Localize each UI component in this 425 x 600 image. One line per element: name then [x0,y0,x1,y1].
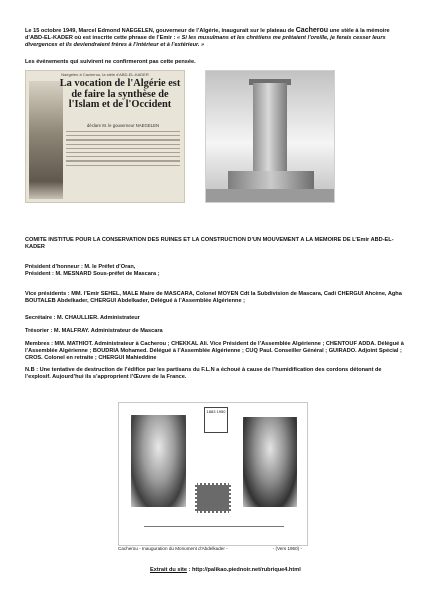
nb-paragraph: N.B : Une tentative de destruction de l’édifice par les partisans du F.L.N a échoué à cause de l’humidification des cordons détonant de l’explosif. Aujourd’hui ils s’approprient l’Œuvre de la France. [25,367,382,381]
clipping-author: déclare M. le gouverneur NAEGELEN [86,123,160,128]
handwritten-inscription [144,518,284,527]
secretaire-line: Secrétaire : M. CHAULLIER. Administrateur [25,315,140,321]
newspaper-clipping [25,70,185,203]
clipping-body-lines [66,131,180,169]
caption-right: - (Vers 1950) - [272,546,302,551]
commemorative-card [118,402,308,546]
monument-photo [205,70,335,203]
source-link[interactable]: : http://palikao.piednoir.net/rubrique4.html [187,567,301,573]
general-portrait [243,417,297,507]
intro-quote: « Si les musulmans et les chrétiens me prêtaient l’oreille, je ferais cesser leurs divergences et ils deviendraient frères à l’intérieur et à l’extérieur. » [25,35,386,49]
president-line: Président : M. MESNARD Sous-préfet de Mascara ; [25,271,160,278]
intro-place: Cacherou [295,27,329,34]
source-label: Extrait du site [150,567,187,573]
monument-base [228,171,314,189]
clipping-header: Naegelen à Cacherou, la stèle d'ABD-EL-KADER [61,72,149,77]
emir-portrait [131,415,186,507]
follow-paragraph: Les événements qui suivirent ne confirmeront pas cette pensée. [25,59,196,65]
intro-mid: une stèle à la mémoire d’ABD-EL-KADER où est inscrite cette phrase de l’Emir : [25,28,390,42]
source-line [150,567,400,574]
honor-block [25,264,405,278]
monument-tower [253,83,287,175]
vice-presidents: Vice présidents : MM. l’Emir SEHEL, MALE Maire de MASCARA, Colonel MOYEN Cdt la Subdivision de Mascara, Cadi CHERGUI Ahcène, Agha BOUTALEB Abdelkader, CHERGUI Abdelkader, Délégué à l’Assemblée Algérienne ; [25,291,402,305]
card-caption [118,546,308,552]
tresorier-line: Trésorier : M. MALFRAY. Administrateur de Mascara [25,328,163,334]
card-years: 1883 1950 [206,409,226,414]
intro-lead: Le 15 octobre 1949, Marcel Edmond NAEGELEN, gouverneur de l’Algérie, inaugurait sur le plateau de [25,28,296,34]
membres-paragraph: Membres : MM. MATHIOT. Administrateur à Cacherou ; CHEKKAL Ali. Vice Président de l’Assemblée Algérienne ; CHENTOUF ADDA. Délégué à l’Assemblée Algérienne ; BOUDRIA Mohamed. Délégué à l’Assemblée Algérienne ; CUQ Paul. Conseiller Général ; GUIRADO. Adjoint Spécial ; CROS. Colonel en retraite ; CHERGUI Mahieddine [25,341,404,362]
clipping-title: La vocation de l'Algérie est de faire la synthèse de l'Islam et de l'Occident [59,78,181,111]
caption-left: Cacherou - Inauguration du Monument d'Abdelkader - [118,546,228,551]
postage-stamp [195,483,231,513]
intro-paragraph [25,27,401,50]
honor-president-line: Président d’honneur : M. le Préfet d’Oran, [25,264,136,270]
years-frame [204,407,228,433]
comite-heading: COMITE INSTITUE POUR LA CONSERVATION DES RUINES ET LA CONSTRUCTION D’UN MOUVEMENT A LA MEMOIRE DE L’Emir ABD-EL-KADER [25,237,394,251]
